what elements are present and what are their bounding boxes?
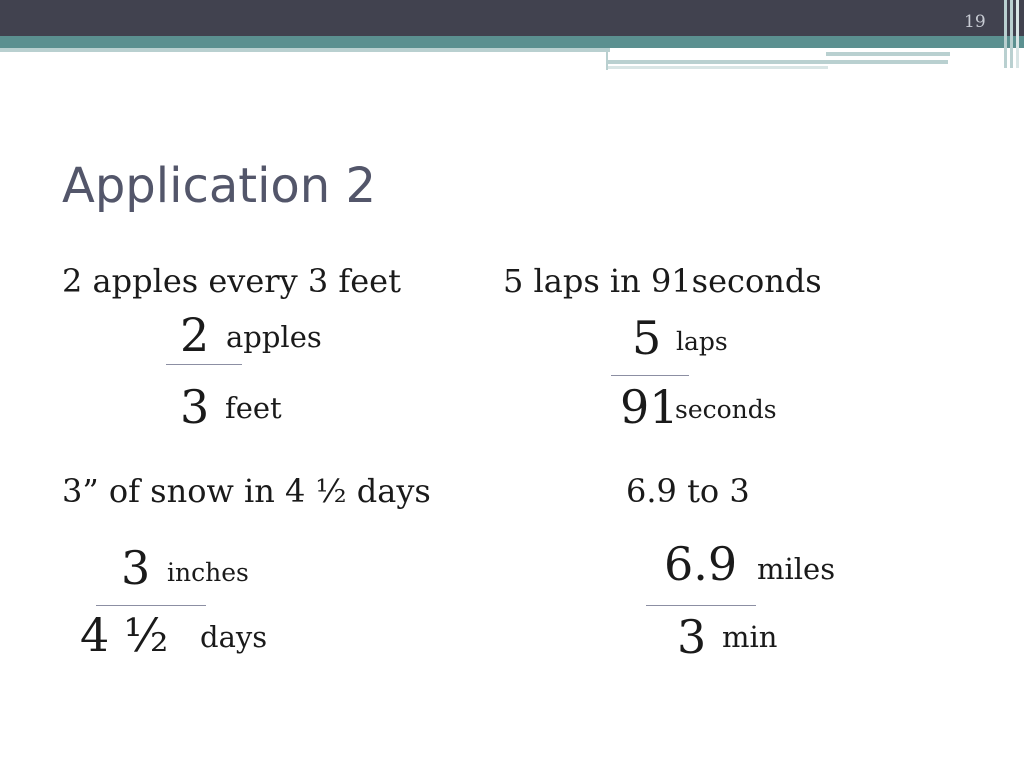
- header-deco-line: [608, 60, 948, 64]
- fraction-numerator-unit: inches: [167, 558, 249, 587]
- problem-statement: 6.9 to 3: [626, 472, 750, 510]
- fraction-numerator-value: 5: [632, 311, 662, 365]
- fraction-denominator-value: 91: [620, 380, 679, 434]
- fraction-numerator-value: 2: [180, 308, 210, 362]
- fraction-denominator-value: 3: [677, 610, 707, 664]
- fraction-line: [166, 364, 242, 365]
- fraction-denominator-value: 3: [180, 380, 210, 434]
- header-deco-line: [608, 66, 828, 69]
- header-deco-line: [1010, 0, 1013, 68]
- problem-statement: 5 laps in 91seconds: [503, 262, 822, 300]
- fraction-denominator-value: 4 ½: [80, 608, 169, 662]
- header-accent-line: [0, 48, 610, 52]
- fraction-denominator-unit: seconds: [675, 395, 777, 424]
- header-deco-line: [1004, 0, 1007, 68]
- header-deco-line: [1016, 0, 1019, 68]
- fraction-line: [96, 605, 206, 606]
- fraction-numerator-value: 3: [121, 541, 151, 595]
- fraction-numerator-unit: apples: [226, 320, 322, 354]
- header-accent-bar: [0, 36, 1024, 48]
- slide-title: Application 2: [62, 158, 376, 214]
- fraction-numerator-unit: miles: [757, 552, 836, 586]
- problem-statement: 3” of snow in 4 ½ days: [62, 472, 431, 510]
- fraction-denominator-unit: feet: [225, 391, 282, 425]
- fraction-numerator-value: 6.9: [664, 537, 738, 591]
- fraction-denominator-unit: days: [200, 620, 268, 654]
- fraction-numerator-unit: laps: [676, 327, 728, 356]
- header-bar: [0, 0, 1024, 36]
- slide-number: 19: [964, 12, 986, 32]
- fraction-line: [611, 375, 689, 376]
- header-deco-line: [826, 52, 950, 56]
- problem-statement: 2 apples every 3 feet: [62, 262, 401, 300]
- fraction-denominator-unit: min: [722, 620, 778, 654]
- fraction-line: [646, 605, 756, 606]
